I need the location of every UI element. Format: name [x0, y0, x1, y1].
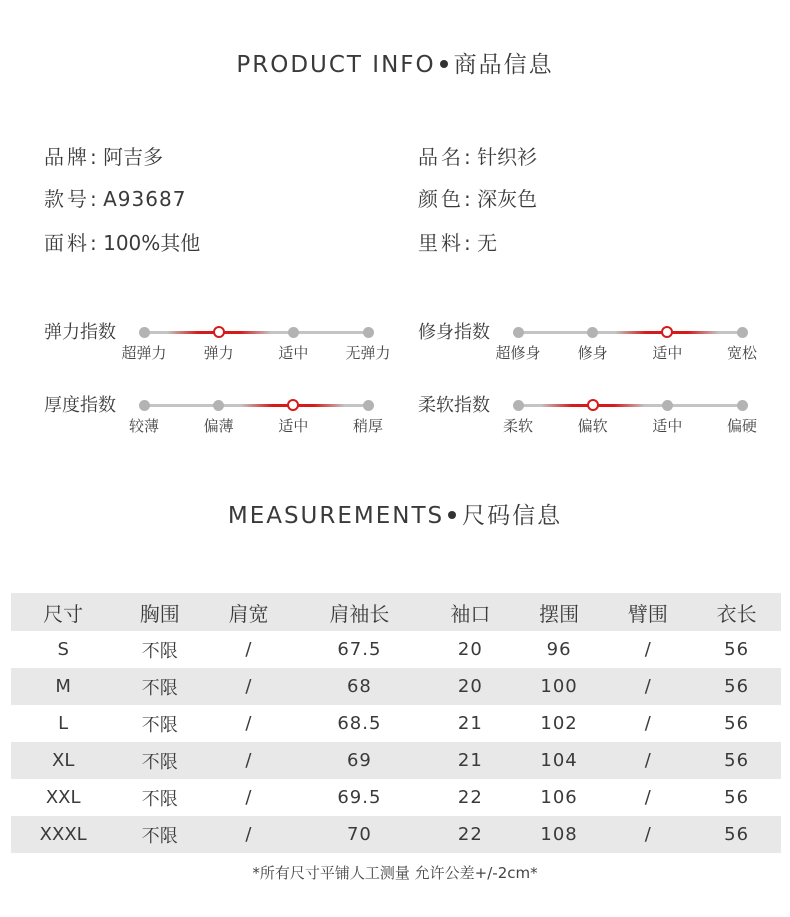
measurements-title	[0, 497, 790, 530]
scale-option-label: 宽松	[726, 344, 758, 362]
scale-point	[513, 400, 524, 411]
table-cell: 69.5	[337, 787, 382, 808]
table-cell: 22	[457, 787, 483, 808]
table-cell: XXL	[45, 787, 81, 808]
scale-point	[139, 327, 150, 338]
table-cell: /	[245, 713, 252, 734]
info-label: 款号	[44, 187, 90, 211]
info-value: 针织衫	[477, 145, 538, 169]
index-label-thickness: 厚度指数	[44, 395, 116, 416]
info-value: 深灰色	[477, 187, 538, 211]
softness-scale	[502, 397, 758, 437]
table-row	[11, 631, 781, 668]
info-label: 面料	[44, 231, 90, 255]
scale-point	[587, 327, 598, 338]
index-label-softness: 柔软指数	[418, 395, 490, 416]
table-cell: 56	[724, 713, 750, 734]
table-row	[11, 742, 781, 779]
index-label-elasticity: 弹力指数	[44, 322, 116, 343]
scale-point	[363, 400, 374, 411]
info-value: A93687	[103, 187, 187, 211]
bullet-dot-icon	[440, 60, 448, 68]
table-cell: 67.5	[337, 639, 382, 660]
table-cell: XXXL	[11, 816, 115, 853]
scale-selected-point	[661, 326, 673, 338]
header-hem: 摆围	[515, 593, 604, 631]
table-cell: 不限	[115, 816, 204, 853]
header-length: 衣长	[692, 593, 781, 631]
header-size: 尺寸	[11, 593, 115, 631]
scale-selected-point	[287, 399, 299, 411]
measurements-title-en: MEASUREMENTS	[227, 503, 445, 529]
scale-option-label: 无弹力	[345, 344, 391, 362]
info-label: 品牌	[44, 145, 90, 169]
scale-option-label: 柔软	[502, 417, 534, 435]
header-chest: 胸围	[115, 593, 204, 631]
thickness-scale	[128, 397, 384, 437]
table-cell: 100	[515, 668, 604, 705]
info-style-number: 款号: A93687	[44, 187, 187, 211]
table-cell: 102	[540, 713, 578, 734]
scale-option-label: 较薄	[128, 417, 160, 435]
index-label-fit: 修身指数	[418, 322, 490, 343]
table-cell: 20	[457, 639, 483, 660]
info-value: 阿吉多	[103, 145, 164, 169]
scale-option-label: 弹力	[203, 344, 234, 362]
table-cell: /	[603, 816, 692, 853]
table-cell: 21	[426, 742, 515, 779]
table-cell: /	[204, 742, 293, 779]
table-row	[11, 705, 781, 742]
table-cell: 56	[692, 668, 781, 705]
table-cell: 69	[293, 742, 426, 779]
scale-option-label: 稍厚	[352, 417, 384, 435]
table-cell: 不限	[141, 788, 178, 810]
elasticity-scale	[121, 324, 391, 364]
table-cell: 20	[426, 668, 515, 705]
scale-option-label: 偏软	[577, 417, 608, 435]
table-row	[11, 816, 781, 853]
scale-point	[288, 327, 299, 338]
table-cell: 68.5	[337, 713, 382, 734]
scale-option-label: 修身	[577, 344, 608, 362]
scale-selected-point	[587, 399, 599, 411]
scale-point	[737, 400, 748, 411]
scale-point	[213, 400, 224, 411]
info-fabric: 面料: 100%其他	[44, 231, 201, 255]
scale-option-label: 适中	[652, 344, 683, 362]
product-info-title	[0, 46, 790, 79]
info-value: 100%其他	[103, 231, 201, 255]
table-cell: S	[57, 639, 69, 660]
scale-point	[363, 327, 374, 338]
table-cell: 70	[293, 816, 426, 853]
info-label: 品名	[418, 145, 464, 169]
table-cell: 不限	[115, 742, 204, 779]
table-cell: 56	[724, 787, 750, 808]
table-cell: 104	[515, 742, 604, 779]
table-cell: /	[603, 668, 692, 705]
bullet-dot-icon	[448, 511, 456, 519]
table-cell: XL	[11, 742, 115, 779]
table-cell: 22	[426, 816, 515, 853]
table-cell: /	[644, 639, 651, 660]
table-cell: /	[204, 668, 293, 705]
table-cell: /	[603, 742, 692, 779]
table-row	[11, 779, 781, 816]
table-cell: /	[204, 816, 293, 853]
info-label: 里料	[418, 231, 464, 255]
table-cell: 56	[724, 639, 750, 660]
table-cell: 68	[293, 668, 426, 705]
table-cell: 96	[546, 639, 572, 660]
scale-option-label: 超修身	[495, 344, 541, 362]
table-cell: 不限	[115, 668, 204, 705]
scale-option-label: 适中	[278, 417, 309, 435]
table-row	[11, 668, 781, 705]
header-shoulder-sleeve: 肩袖长	[293, 593, 426, 631]
scale-option-label: 适中	[652, 417, 683, 435]
header-cuff: 袖口	[426, 593, 515, 631]
fit-scale	[495, 324, 758, 364]
table-cell: 不限	[141, 640, 178, 662]
header-shoulder: 肩宽	[204, 593, 293, 631]
scale-option-label: 适中	[278, 344, 309, 362]
product-info-title-en: PRODUCT INFO	[236, 52, 436, 78]
table-cell: /	[245, 787, 252, 808]
info-product-name: 品名: 针织衫	[418, 145, 538, 169]
scale-point	[513, 327, 524, 338]
table-cell: 106	[540, 787, 578, 808]
scale-selected-point	[213, 326, 225, 338]
size-table	[11, 593, 781, 853]
table-cell: /	[245, 639, 252, 660]
header-arm: 臂围	[603, 593, 692, 631]
info-value: 无	[477, 231, 498, 255]
info-brand: 品牌: 阿吉多	[44, 145, 164, 169]
scale-point	[737, 327, 748, 338]
table-cell: 108	[515, 816, 604, 853]
scale-option-label: 超弹力	[121, 344, 167, 362]
table-cell: 56	[692, 816, 781, 853]
table-cell: 21	[457, 713, 483, 734]
info-lining: 里料: 无	[418, 231, 498, 255]
product-info-title-cn: 商品信息	[453, 52, 554, 78]
table-cell: /	[644, 713, 651, 734]
scale-point	[662, 400, 673, 411]
scale-option-label: 偏薄	[203, 417, 234, 435]
info-color: 颜色: 深灰色	[418, 187, 538, 211]
table-cell: /	[644, 787, 651, 808]
scale-point	[139, 400, 150, 411]
table-header-row	[11, 593, 781, 631]
measurement-note: *所有尺寸平铺人工测量 允许公差+/-2cm*	[252, 864, 538, 882]
measurements-title-cn: 尺码信息	[462, 503, 563, 529]
table-cell: L	[58, 713, 69, 734]
scale-option-label: 偏硬	[726, 417, 758, 435]
table-cell: 56	[692, 742, 781, 779]
table-cell: M	[11, 668, 115, 705]
table-cell: 不限	[141, 714, 178, 736]
info-label: 颜色	[418, 187, 464, 211]
